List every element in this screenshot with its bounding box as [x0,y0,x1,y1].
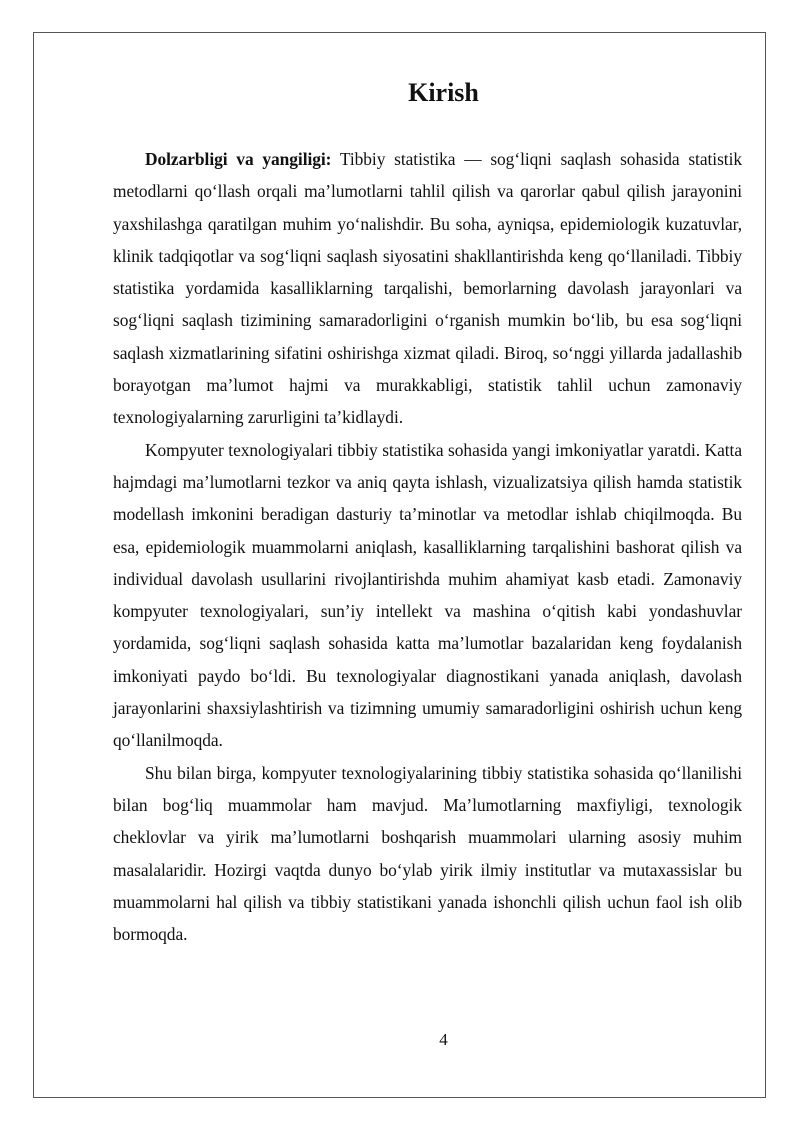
paragraph-text: Tibbiy statistika — sog‘liqni saqlash sohasida statistik metodlarni qo‘llash orqali ma’lumotlarni tahlil qilish va qarorlar qabul qilish jarayonini yaxshilashga qaratilgan muhim yo‘nalishdir. Bu soha, ayniqsa, epidemiologik kuzatuvlar, klinik tadqiqotlar va sog‘liqni saqlash siyosatini shakllantirishda keng qo‘llaniladi. Tibbiy statistika yordamida kasalliklarning tarqalishi, bemorlarning davolash jarayonlari va sog‘liqni saqlash tizimining samaradorligini o‘rganish mumkin bo‘lib, bu esa sog‘liqni saqlash xizmatlarining sifatini oshirishga xizmat qiladi. Biroq, so‘nggi yillarda jadallashib borayotgan ma’lumot hajmi va murakkabligi, statistik tahlil uchun zamonaviy texnologiyalarning zarurligini ta’kidlaydi. [113,149,742,428]
paragraph-computer-technologies: Kompyuter texnologiyalari tibbiy statistika sohasida yangi imkoniyatlar yaratdi. Katta hajmdagi ma’lumotlarni tezkor va aniq qayta ishlash, vizualizatsiya qilish hamda statistik modellash imkonini beradigan dasturiy ta’minotlar va metodlar ishlab chiqilmoqda. Bu esa, epidemiologik muammolarni aniqlash, kasalliklarning tarqalishini bashorat qilish va individual davolash usullarini rivojlantirishda muhim ahamiyat kasb etadi. Zamonaviy kompyuter texnologiyalari, sun’iy intellekt va mashina o‘qitish kabi yondashuvlar yordamida, sog‘liqni saqlash sohasida katta ma’lumotlar bazalaridan keng foydalanish imkoniyati paydo bo‘ldi. Bu texnologiyalar diagnostikani yanada aniqlash, davolash jarayonlarini shaxsiylashtirish va tizimning umumiy samaradorligini oshirish uchun keng qo‘llanilmoqda. [113,439,742,751]
page-title: Kirish [408,78,479,107]
body-text [113,143,742,950]
paragraph-challenges: Shu bilan birga, kompyuter texnologiyalarining tibbiy statistika sohasida qo‘llanilishi bilan bog‘liq muammolar ham mavjud. Ma’lumotlarning maxfiyligi, texnologik cheklovlar va yirik ma’lumotlarni boshqarish muammolari ularning asosiy muhim masalalaridir. Hozirgi vaqtda dunyo bo‘ylab yirik ilmiy institutlar va mutaxassislar bu muammolarni hal qilish va tibbiy statistikani yanada ishonchli qilish uchun faol ish olib bormoqda. [113,762,742,945]
paragraph-relevance [113,143,742,434]
paragraph-lead-heading: Dolzarbligi va yangiligi: [145,149,332,169]
page-number: 4 [439,1030,448,1049]
